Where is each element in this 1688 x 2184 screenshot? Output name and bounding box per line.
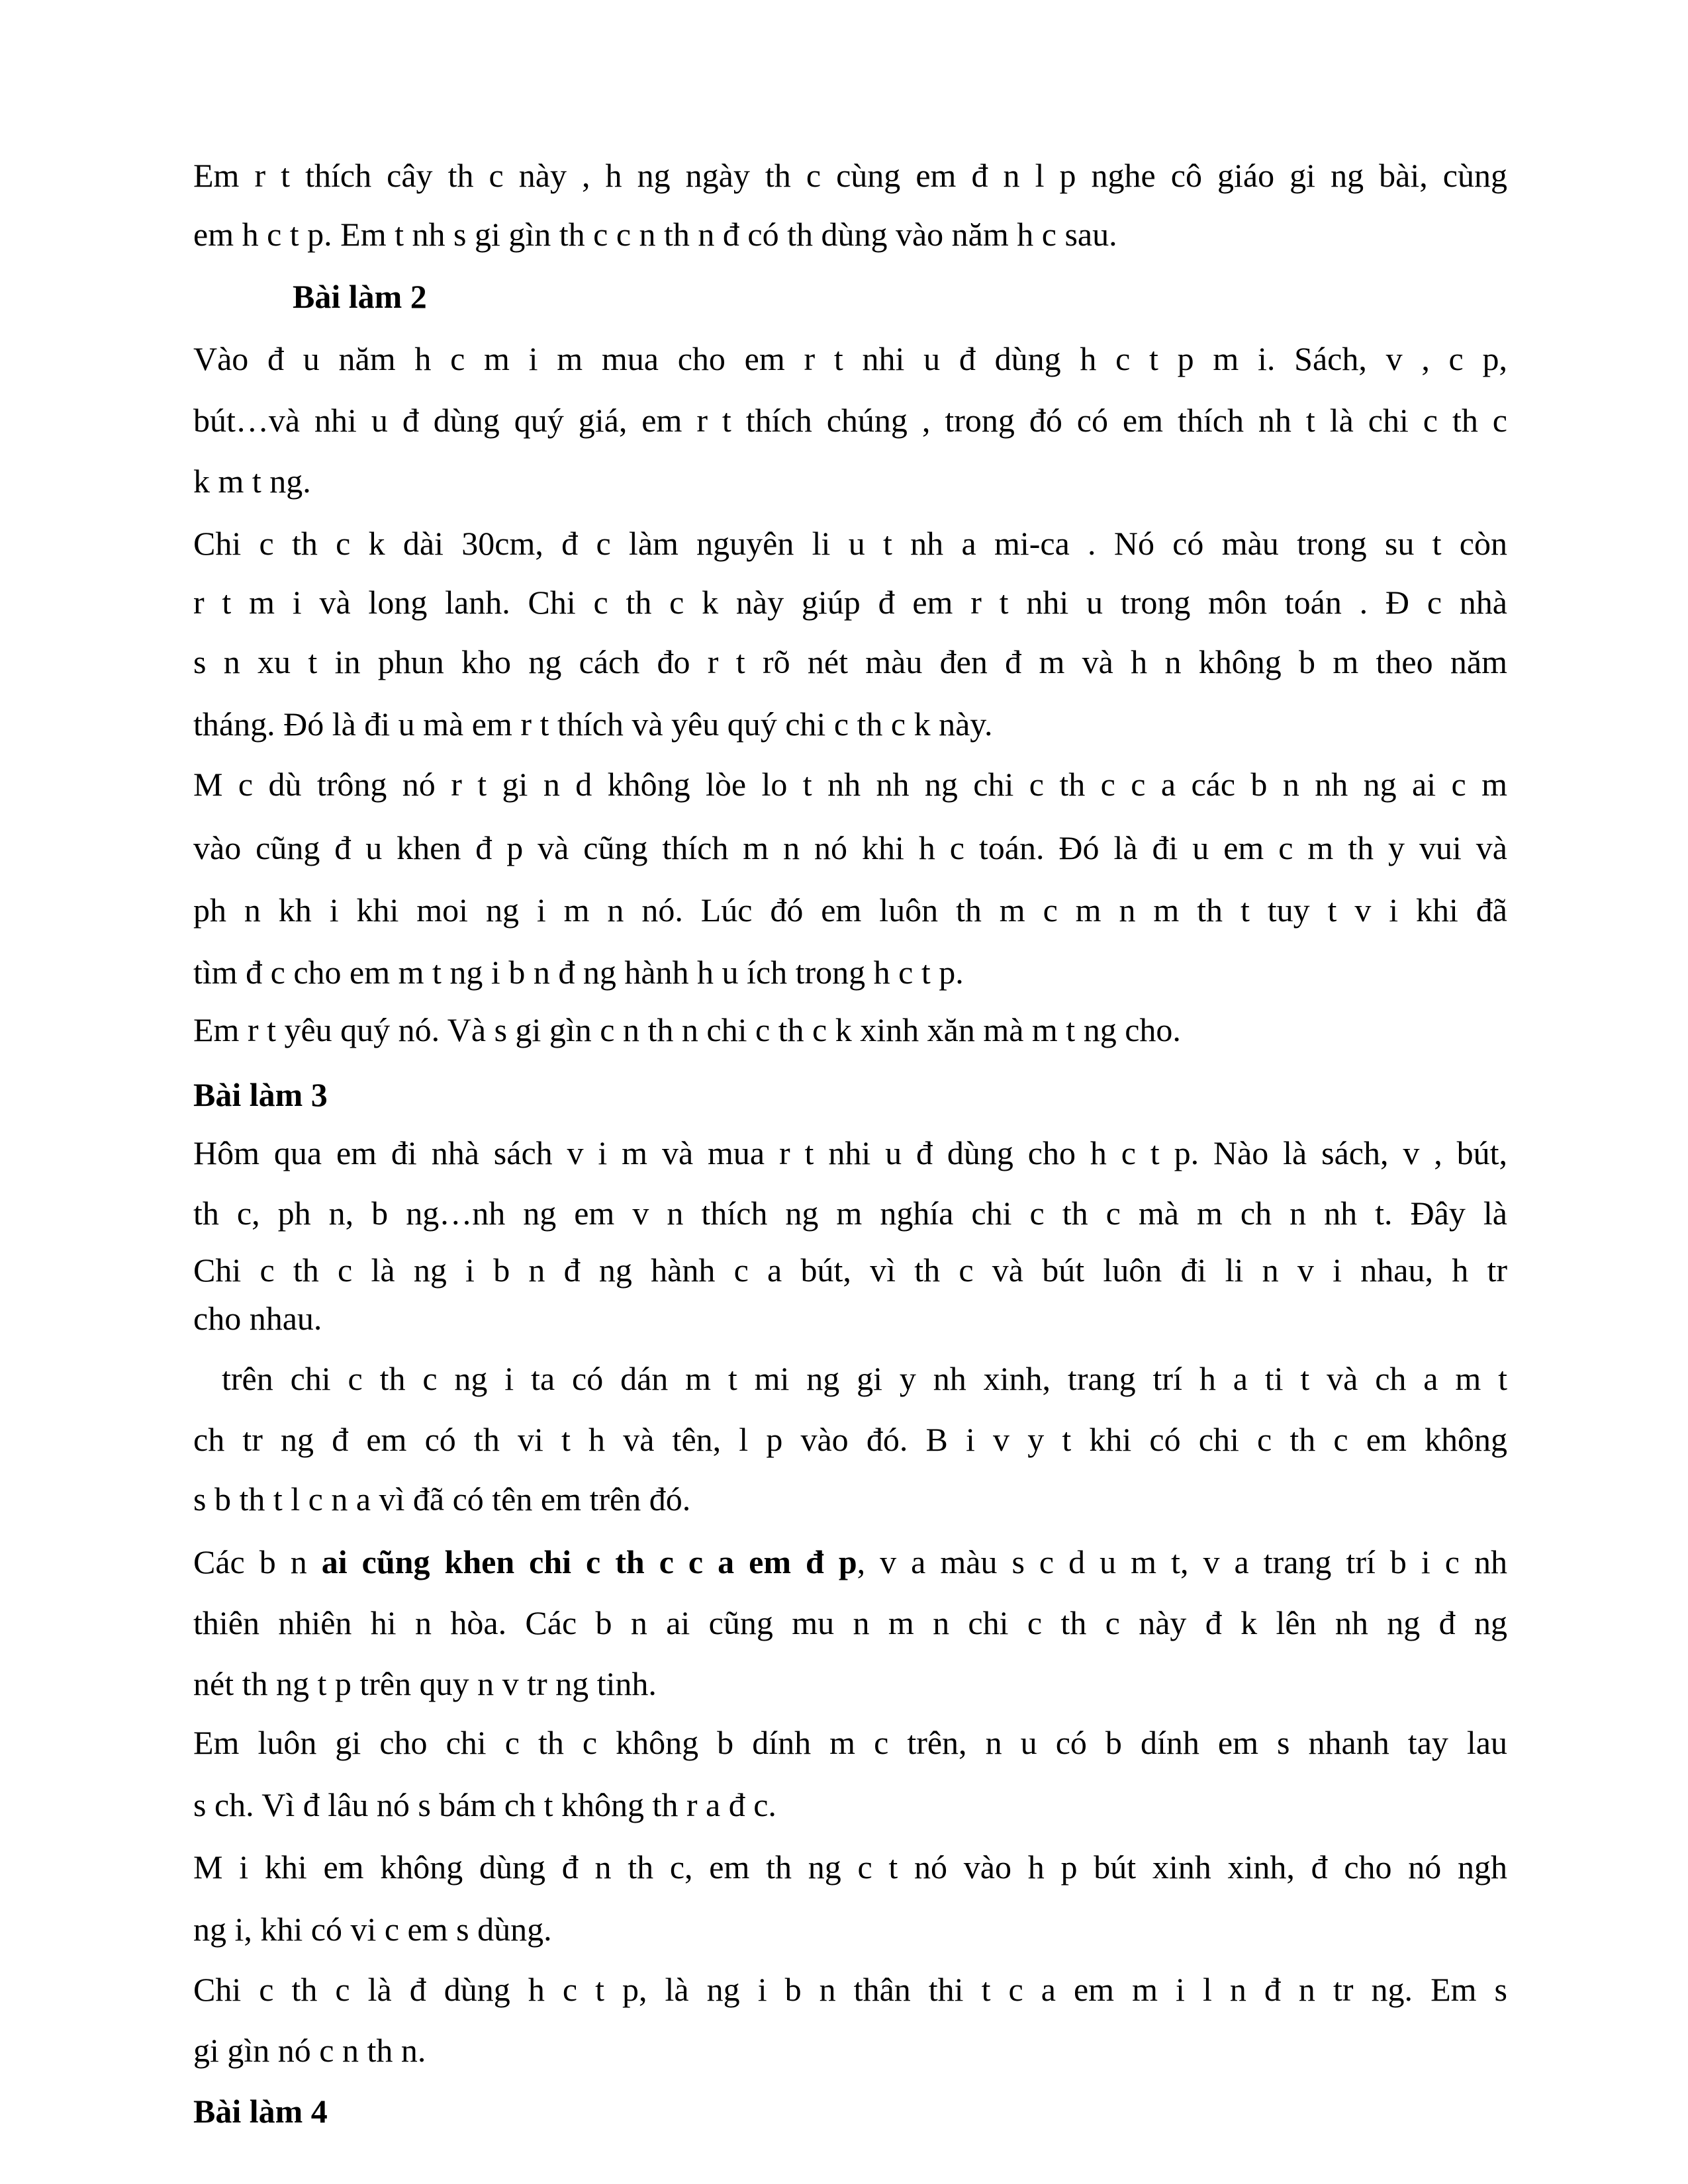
text-line: tìm đ c cho em m t ng i b n đ ng hành h u ích trong h c t p.	[193, 954, 964, 991]
text-span: Các b n	[193, 1543, 322, 1580]
text-line: gi gìn nó c n th n.	[193, 2032, 426, 2069]
text-line: s n xu t in phun kho ng cách đo r t rõ nét màu đen đ m và h n không b m theo năm	[193, 643, 1507, 680]
text-line: r t m i và long lanh. Chi c th c k này giúp đ em r t nhi u trong môn toán . Đ c nhà	[193, 584, 1507, 621]
text-line	[193, 1542, 1507, 1582]
text-line: vào cũng đ u khen đ p và cũng thích m n nó khi h c toán. Đó là đi u em c m th y vui và	[193, 829, 1507, 866]
text-line: s b th t l c n a vì đã có tên em trên đó.	[193, 1480, 691, 1518]
section-heading: Bài làm 3	[193, 1076, 328, 1113]
text-line: Hôm qua em đi nhà sách v i m và mua r t nhi u đ dùng cho h c t p. Nào là sách, v , bút,	[193, 1134, 1507, 1171]
text-line: thiên nhiên hi n hòa. Các b n ai cũng mu n m n chi c th c này đ k lên nh ng đ ng	[193, 1604, 1507, 1641]
text-line: Em r t yêu quý nó. Và s gi gìn c n th n chi c th c k xinh xăn mà m t ng cho.	[193, 1011, 1181, 1048]
section-heading: Bài làm 2	[293, 278, 427, 315]
text-line: nét th ng t p trên quy n v tr ng tinh.	[193, 1665, 657, 1702]
section-heading: Bài làm 4	[193, 2093, 328, 2130]
text-line: Em r t thích cây th c này , h ng ngày th c cùng em đ n l p nghe cô giáo gi ng bài, cùng	[193, 157, 1507, 194]
text-line: ch tr ng đ em có th vi t h và tên, l p vào đó. B i v y t khi có chi c th c em không	[193, 1421, 1507, 1458]
text-line: bút…và nhi u đ dùng quý giá, em r t thích chúng , trong đó có em thích nh t là chi c th c	[193, 402, 1507, 439]
text-line: tháng. Đó là đi u mà em r t thích và yêu quý chi c th c k này.	[193, 705, 993, 743]
text-line: Chi c th c là đ dùng h c t p, là ng i b n thân thi t c a em m i l n đ n tr ng. Em s	[193, 1971, 1507, 2008]
text-line: em h c t p. Em t nh s gi gìn th c c n th n đ có th dùng vào năm h c sau.	[193, 216, 1117, 253]
text-line: ng i, khi có vi c em s dùng.	[193, 1911, 552, 1948]
text-line: ph n kh i khi moi ng i m n nó. Lúc đó em luôn th m c m n m th t tuy t v i khi đã	[193, 891, 1507, 929]
text-line: cho nhau.	[193, 1300, 322, 1337]
text-line: k m t ng.	[193, 463, 311, 500]
text-line: th c, ph n, b ng…nh ng em v n thích ng m nghía chi c th c mà m ch n nh t. Đây là	[193, 1195, 1507, 1232]
text-line: M c dù trông nó r t gi n d không lòe lo t nh nh ng chi c th c c a các b n nh ng ai c m	[193, 766, 1507, 803]
text-line: Chi c th c là ng i b n đ ng hành c a bút, vì th c và bút luôn đi li n v i nhau, h tr	[193, 1251, 1507, 1289]
text-line: Em luôn gi cho chi c th c không b dính m c trên, n u có b dính em s nhanh tay lau	[193, 1724, 1507, 1761]
text-line: s ch. Vì đ lâu nó s bám ch t không th r a đ c.	[193, 1786, 776, 1823]
text-line: trên chi c th c ng i ta có dán m t mi ng gi y nh xinh, trang trí h a ti t và ch a m t	[222, 1360, 1507, 1397]
text-line: M i khi em không dùng đ n th c, em th ng c t nó vào h p bút xinh xinh, đ cho nó ngh	[193, 1848, 1507, 1886]
text-line: Vào đ u năm h c m i m mua cho em r t nhi u đ dùng h c t p m i. Sách, v , c p,	[193, 340, 1507, 377]
bold-text: ai cũng khen chi c th c c a em đ p	[321, 1543, 857, 1580]
text-span: , v a màu s c d u m t, v a trang trí b i c nh	[857, 1543, 1508, 1580]
text-line: Chi c th c k dài 30cm, đ c làm nguyên li u t nh a mi-ca . Nó có màu trong su t còn	[193, 525, 1507, 562]
